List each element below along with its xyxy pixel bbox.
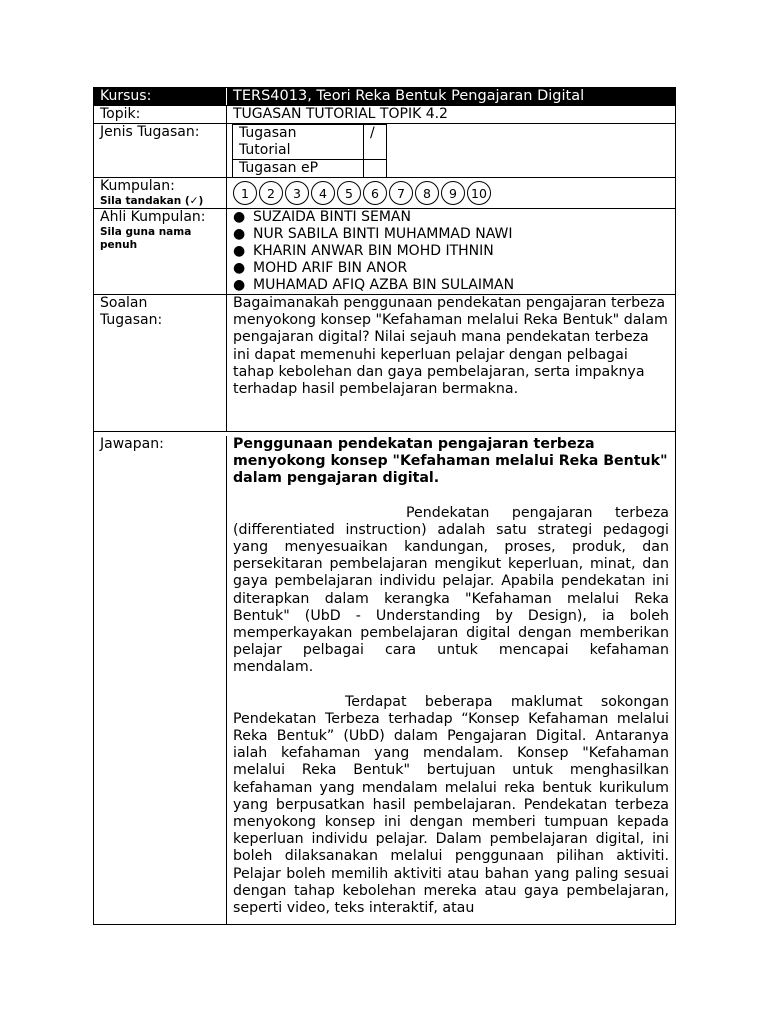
jawapan-label: Jawapan: [94,436,227,924]
member-item [233,260,669,277]
member-name: MOHD ARIF BIN ANOR [253,260,408,276]
jenis-tugasan-table [232,124,387,178]
kursus-value: TERS4013, Teori Reka Bentuk Pengajaran Digital [233,88,585,104]
group-number-2[interactable]: 2 [259,181,283,205]
jenis-tugasan-label: Jenis Tugasan: [94,124,227,177]
kumpulan-label: Kumpulan: [100,178,175,194]
member-item [233,277,669,294]
group-number-10[interactable]: 10 [467,181,491,205]
jawapan-row [94,431,675,924]
option-tutorial-mark[interactable]: / [364,125,387,160]
ahli-hint-line1: Sila guna nama [100,226,192,238]
answer-heading: Penggunaan pendekatan pengajaran terbeza menyokong konsep "Kefahaman melalui Reka Bentuk" dalam pengajaran digital. [233,436,668,487]
group-number-5[interactable]: 5 [337,181,361,205]
option-tutorial-line1: Tugasan [239,125,297,141]
soalan-label-line1: Soalan [100,295,148,311]
bullet-icon: ● [233,260,246,276]
ahli-kumpulan-row [94,208,675,294]
assignment-form [93,87,676,925]
member-name: MUHAMAD AFIQ AZBA BIN SULAIMAN [253,277,515,293]
question-text: Bagaimanakah penggunaan pendekatan pengajaran terbeza menyokong konsep "Kefahaman melalui Reka Bentuk" dalam pengajaran digital? Nilai sejauh mana pendekatan terbeza ini dapat memenuhi keperluan pelajar dengan pelbagai tahap kebolehan dan gaya pembelajaran, serta impaknya terhadap hasil pembelajaran bermakna. [233,295,668,398]
member-item [233,226,669,243]
member-name: NUR SABILA BINTI MUHAMMAD NAWI [253,226,513,242]
kumpulan-hint: Sila tandakan (✓) [100,195,204,207]
jenis-tugasan-row [94,123,675,177]
group-number-1[interactable]: 1 [233,181,257,205]
soalan-text-cell [227,295,675,431]
option-tutorial [233,125,364,160]
bullet-icon: ● [233,243,246,259]
kursus-label: Kursus: [94,88,227,105]
topik-label: Topik: [94,106,227,123]
answer-paragraph-2: Terdapat beberapa maklumat sokongan Pendekatan Terbeza terhadap “Konsep Kefahaman melalui Reka Bentuk” (UbD) dalam Pengajaran Digital. Antaranya ialah kefahaman yang mendalam. Konsep "Kefahaman melalui Reka Bentuk" bertujuan untuk menghasilkan kefahaman yang mendalam melalui reka bentuk kurikulum yang berpusatkan hasil pembelajaran. Pendekatan terbeza menyokong konsep ini dengan memberi tumpuan kepada keperluan individu pelajar. Dalam pembelajaran digital, ini boleh dilaksanakan melalui penggunaan pilihan aktiviti. Pelajar boleh memilih aktiviti atau bahan yang paling sesuai dengan tahap kebolehan mereka atau gaya pembelajaran, seperti video, teks interaktif, atau [233,693,669,917]
member-list [227,209,675,294]
bullet-icon: ● [233,226,246,242]
soalan-label-line2: Tugasan: [100,312,163,328]
answer-paragraph-1: Pendekatan pengajaran terbeza (differentiated instruction) adalah satu strategi pedagogi yang menyesuaikan kandungan, proses, produk, dan persekitaran pembelajaran mengikut keperluan, minat, dan gaya pembelajaran individu pelajar. Apabila pendekatan ini diterapkan dalam kerangka "Kefahaman melalui Reka Bentuk" (UbD - Understanding by Design), ia boleh memperkayakan pembelajaran digital dengan memberikan pelajar pelbagai cara untuk mencapai kefahaman mendalam. [233,504,669,676]
group-number-4[interactable]: 4 [311,181,335,205]
kumpulan-label-cell [94,178,227,208]
option-tutorial-line2: Tutorial [239,142,291,158]
group-number-9[interactable]: 9 [441,181,465,205]
ahli-label-cell [94,209,227,294]
member-item [233,243,669,260]
member-name: SUZAIDA BINTI SEMAN [253,209,411,225]
kursus-row [94,88,675,105]
ahli-label: Ahli Kumpulan: [100,209,206,225]
soalan-row [94,294,675,431]
member-name: KHARIN ANWAR BIN MOHD ITHNIN [253,243,494,259]
group-number-3[interactable]: 3 [285,181,309,205]
topik-row [94,105,675,123]
ahli-hint-line2: penuh [100,239,138,251]
topik-value: TUGASAN TUTORIAL TOPIK 4.2 [233,106,448,122]
group-number-7[interactable]: 7 [389,181,413,205]
jawapan-text-cell [227,436,675,924]
group-number-6[interactable]: 6 [363,181,387,205]
soalan-label-cell [94,295,227,431]
jenis-tugasan-options [227,124,675,195]
bullet-icon: ● [233,277,246,293]
option-ep-mark[interactable] [364,160,387,178]
group-number-8[interactable]: 8 [415,181,439,205]
bullet-icon: ● [233,209,246,225]
option-ep: Tugasan eP [233,160,364,178]
member-item [233,209,669,226]
